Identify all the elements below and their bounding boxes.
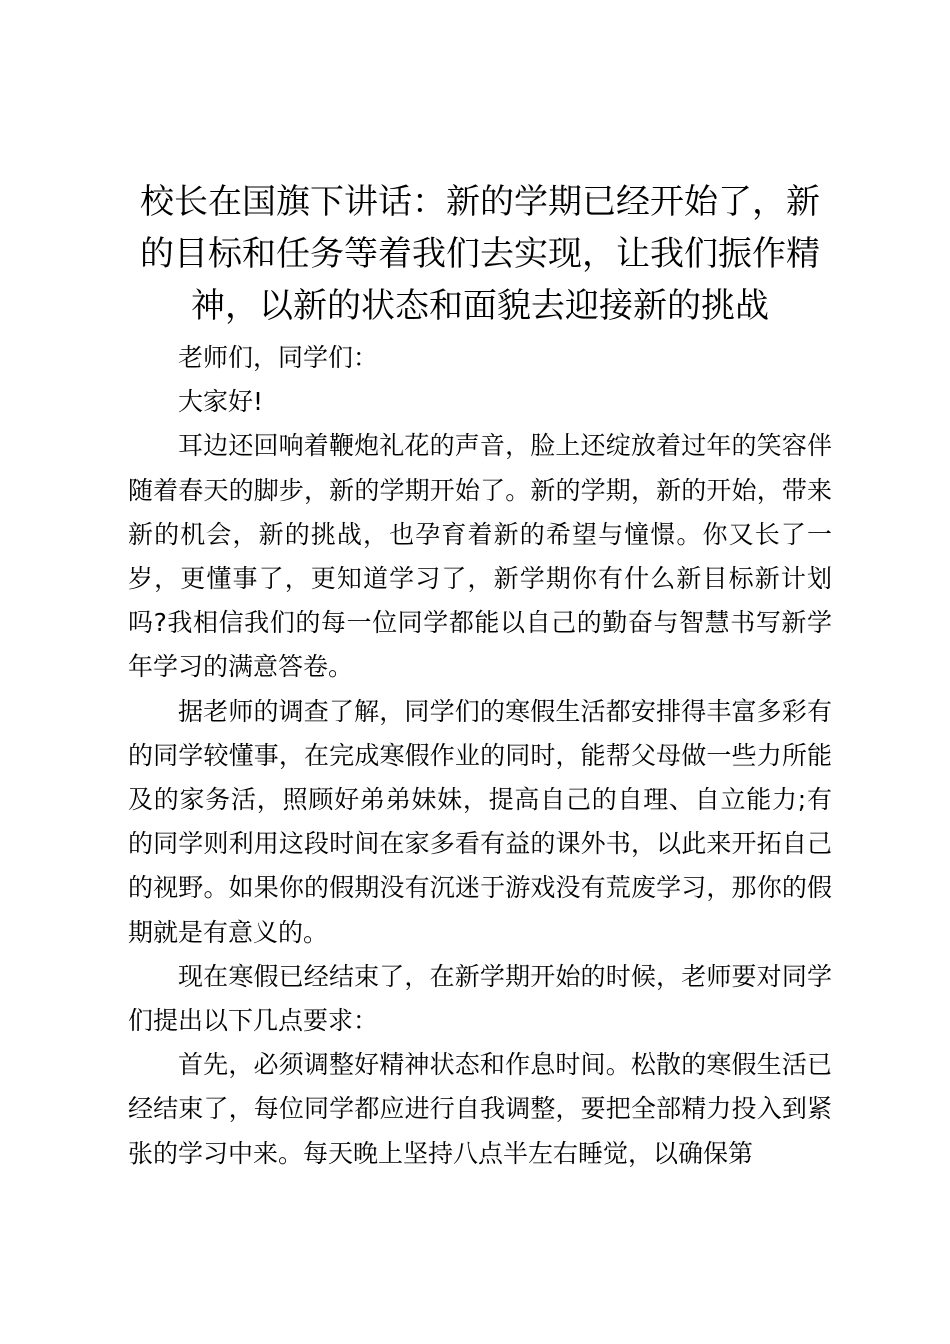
body-paragraph: 据老师的调查了解，同学们的寒假生活都安排得丰富多彩有的同学较懂事，在完成寒假作业的同时，能帮父母做一些力所能及的家务活，照顾好弟弟妹妹，提高自己的自理、自立能力;有的同学则利用这段时间在家多看有益的课外书，以此来开拓自己的视野。如果你的假期没有沉迷于游戏没有荒废学习，那你的假期就是有意义的。 <box>128 696 832 947</box>
body-paragraph: 现在寒假已经结束了，在新学期开始的时候，老师要对同学们提出以下几点要求： <box>128 961 832 1036</box>
body-paragraph: 耳边还回响着鞭炮礼花的声音，脸上还绽放着过年的笑容伴随着春天的脚步，新的学期开始了。新的学期，新的开始，带来新的机会，新的挑战，也孕育着新的希望与憧憬。你又长了一岁，更懂事了，更知道学习了，新学期你有什么新目标新计划吗?我相信我们的每一位同学都能以自己的勤奋与智慧书写新学年学习的满意答卷。 <box>128 431 832 682</box>
salutation-paragraph: 大家好! <box>178 387 264 417</box>
body-paragraph: 首先，必须调整好精神状态和作息时间。松散的寒假生活已经结束了，每位同学都应进行自我调整，要把全部精力投入到紧张的学习中来。每天晚上坚持八点半左右睡觉，以确保第 <box>128 1050 832 1168</box>
greeting-paragraph: 老师们，同学们： <box>178 343 379 372</box>
document-page <box>128 176 832 1176</box>
document-title: 校长在国旗下讲话：新的学期已经开始了，新的目标和任务等着我们去实现，让我们振作精神，以新的状态和面貌去迎接新的挑战 <box>140 182 820 326</box>
